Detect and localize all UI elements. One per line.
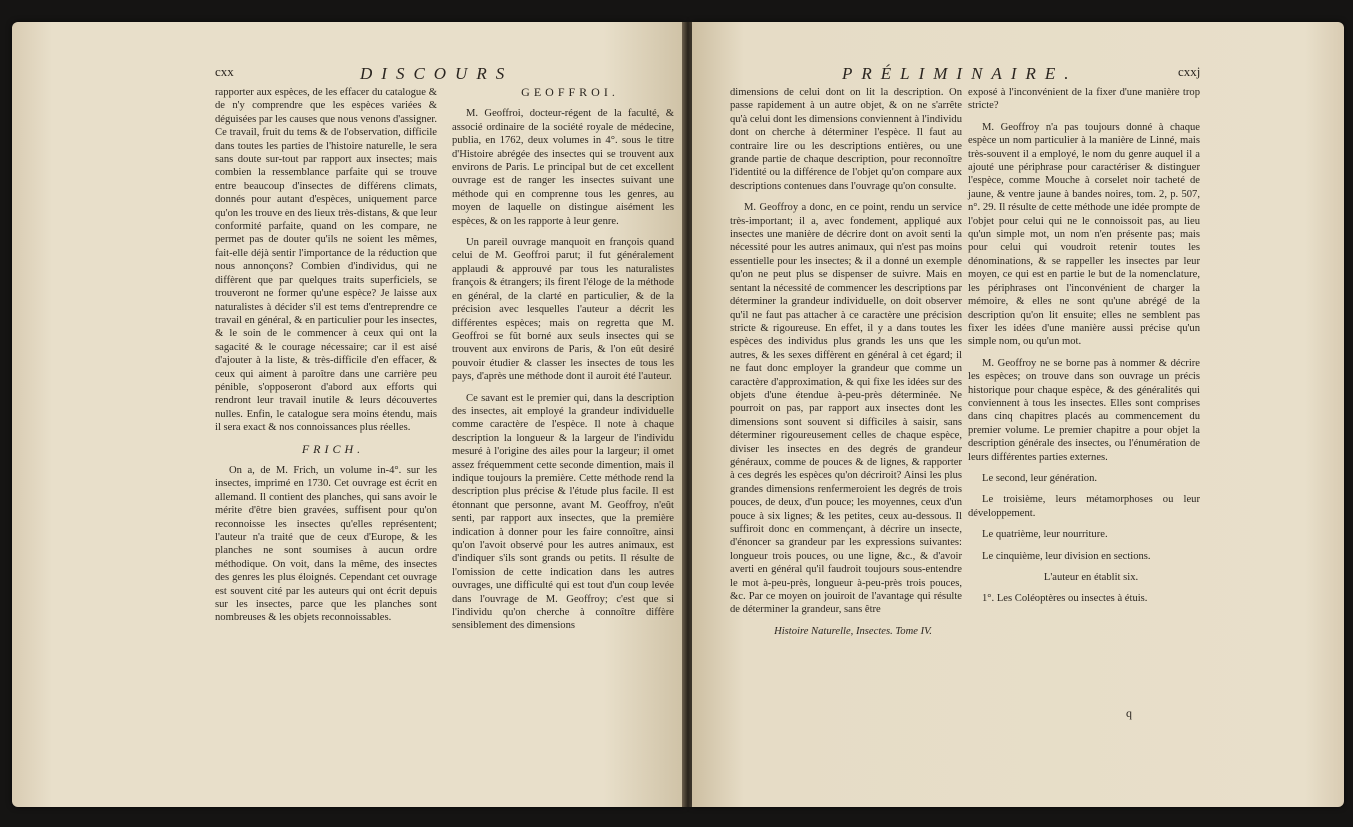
section-heading-frich: FRICH.: [301, 441, 365, 456]
left-page-number: cxx: [215, 64, 234, 79]
paragraph: exposé à l'inconvénient de la fixer d'une manière trop stricte?: [968, 87, 1200, 112]
right-column-2: [968, 86, 1200, 614]
left-column-1: [215, 86, 437, 633]
right-running-head: PRÉLIMINAIRE.: [842, 64, 1078, 83]
section-heading-geoffroi: GEOFFROI.: [521, 85, 619, 99]
chapter-item: Le cinquième, leur division en sections.: [982, 550, 1151, 562]
paragraph: rapporter aux espèces, de les effacer du catalogue & de n'y comprendre que les espèces variées & déguisées par les causes que nous venons d'assigner. Ce travail, fruit du tems & de l'observation, difficile dans toutes les parties de l'histoire naturelle, le sera sans doute sur-tout par rapport aux insectes; mais combien la ressemblance parfaite qui se trouve entre beaucoup d'insectes de différens climats, donnés pour autant d'espèces, uniquement parce qu'on les trouve en des lieux très-distans, & que leur conformité parfaite, quand on les compare, ne permet pas de douter qu'ils ne soient les mêmes, fait-elle déjà sentir l'importance de la réduction que nous annonçons? Combien d'individus, qui ne diffèrent que par quelques traits superficiels, se trouveront ne former qu'une espèce? Je laisse aux naturalistes à décider s'il est tems d'entreprendre ce travail en général, & en particulier pour les insectes, & le soin de le commencer à ceux qui ont la sagacité & le courage nécessaire; car il est aisé d'ajouter à la liste, & très-difficile d'en effacer, & ceux qui aiment à paroître dans une carrière peu pénible, s'opposeront d'abord aux efforts qui rendront leur travail inutile & leurs découvertes nulles. Enfin, le catalogue sera moins étendu, mais il sera exact & nos connoissances plus réelles.: [215, 87, 437, 434]
chapter-item: Le troisième, leurs métamorphoses ou leur développement.: [968, 494, 1200, 519]
page-footer: Histoire Naturelle, Insectes. Tome IV.: [774, 625, 932, 637]
chapter-item: Le second, leur génération.: [982, 472, 1098, 484]
right-page-number: cxxj: [1178, 64, 1201, 79]
paragraph: Un pareil ouvrage manquoit en françois quand celui de M. Geoffroi parut; il fut généralement applaudi & approuvé par tous les naturalistes françois & étrangers; ils firent l'éloge de la méthode en général, de la clarté en particulier, & de la précision avec lesquelles l'auteur a décrit les différentes espèces; mais on regretta que M. Geoffroi se fût borné aux seuls insectes qui se trouvent aux environs de Paris, & l'on eût desiré pouvoir étudier & classer les insectes de tous les pays, d'après une méthode dont il auroit été l'auteur.: [452, 237, 674, 383]
paragraph: M. Geoffroy ne se borne pas à nommer & décrire les espèces; on trouve dans son ouvrage un précis historique pour chaque espèce, & des généralités qui conviennent à tous les insectes. Elles sont comprises dans cinq chapitres placés au commencement du premier volume. Le premier chapitre a pour objet la description générale des insectes, ou l'énumération de leurs différentes parties externes.: [968, 357, 1200, 463]
paragraph: L'auteur en établit six.: [1043, 572, 1139, 583]
paragraph: dimensions de celui dont on lit la description. On passe rapidement à un autre objet, & on ne s'arrête qu'à celui dont les dimensions conviennent à l'individu dont on cherche à déterminer l'espèce. Il faut au contraire lire ou les descriptions entières, ou une grande partie de chaque description, pour reconnoître l'identité ou la différence de l'objet qu'on compare aux descriptions contenues dans l'ouvrage qu'on consulte.: [730, 87, 962, 192]
right-column-1: [730, 86, 962, 646]
paragraph: M. Geoffroy n'a pas toujours donné à chaque espèce un nom particulier à la manière de Linné, mais très-souvent il a employé, le nom du genre auquel il a ajouté une périphrase pour caractériser & distinguer l'espèce, comme Mouche à corselet noir tacheté de jaune, & ventre jaune à bandes noires, tom. 2, p. 507, n°. 29. Il résulte de cette méthode une idée prompte de l'objet pour celui qui ne le connoissoit pas, au lieu qu'un simple mot, un nom n'en présente pas; mais pour celui qui voudroit retenir toutes les dénominations, & se rappeller les insectes par leur moyen, ce qui est en partie le but de la nomenclature, les périphrases ont l'inconvénient de charger la mémoire, & elles ne sont qu'une abrégé de la description qu'on lit ensuite; elles ne semblent pas fixer les idées d'une manière aussi précise qu'un simple nom, ou qu'un mot.: [968, 121, 1200, 348]
paragraph: On a, de M. Frich, un volume in-4°. sur les insectes, imprimé en 1730. Cet ouvrage est écrit en allemand. Il contient des planches, qui sans avoir le mérite d'être bien gravées, suffisent pour qu'on reconnoisse les insectes qu'elles représentent; l'auteur n'a traité que de ceux d'Europe, & les planches ne sont soumises à aucun ordre méthodique. On voit, dans la même, des insectes des genres les plus éloignés. Cependant cet ouvrage est souvent cité par les auteurs qui ont écrit depuis sur les insectes, parce que les planches sont nombreuses & les objets reconnoissables.: [215, 464, 437, 624]
paragraph: 1°. Les Coléoptères ou insectes à étuis.: [982, 593, 1148, 605]
left-column-2: [452, 86, 674, 641]
signature-mark: q: [1126, 706, 1132, 720]
chapter-item: Le quatrième, leur nourriture.: [982, 529, 1108, 541]
left-running-head: DISCOURS: [360, 64, 514, 83]
paragraph: M. Geoffroi, docteur-régent de la faculté, & associé ordinaire de la société royale de médecine, publia, en 1762, deux volumes in 4°. sous le titre d'Histoire abrégée des insectes qui se trouvent aux environs de Paris. Le principal but de cet excellent ouvrage est de ranger les insectes suivant une méthode qui en comprenne tous les genres, au moyen de laquelle on distingue aisément les espèces, & on les rapporte à leur genre.: [452, 108, 674, 227]
paragraph: M. Geoffroy a donc, en ce point, rendu un service très-important; il a, avec fondement, appliqué aux insectes une manière de décrire dont on avoit senti la nécessité pour les autres animaux, qui n'est pas moins essentielle pour les insectes; & il a donné un exemple qu'on ne peut plus se dispenser de suivre. Mais en sentant la nécessité de commencer les descriptions par déterminer la grandeur individuelle, on doit observer qu'il ne faut pas attacher à ce caractère une précision stricte & rigoureuse. En effet, il y a dans toutes les espèces des individus plus grands les uns que les autres, & les sexes diffèrent en général à cet égard; il ne faut donc employer la grandeur que comme un caractère d'approximation, & qui fixe les idées sur des objets d'une étendue à-peu-près déterminée. Ne pourroit on pas, par rapport aux insectes dont les dimensions sont souvent si difficiles à saisir, sans déterminer rigoureusement celles de chaque espèce, diviser les insectes en des degrés de grandeur généraux, comme de pouces & de lignes, & rapporter à ces degrés les espèces qu'on décriroit? Ainsi les plus grandes dimensions renfermeroient les degrés de trois pouces, de deux, d'un pouce; les moyennes, ceux d'un pouce à six lignes; & les petites, ceux au-dessous. Il suffiroit donc en commençant, à décrire un insecte, d'énoncer sa grandeur par les expressions suivantes: longueur trois pouces, ou une ligne, &c., & d'avoir averti en général qu'il faudroit toujours sous-entendre le mot à-peu-près, longueur à-peu-près trois pouces, &c. Par ce moyen on jouiroit de l'avantage qui résulte de déterminer la grandeur, sans être: [730, 202, 962, 616]
paragraph: Ce savant est le premier qui, dans la description des insectes, ait employé la grandeur individuelle comme caractère de l'espèce. Il note à chaque description la longueur & la largeur de l'individu mesuré à l'origine des ailes pour la largeur; il omet assez fréquemment cette seconde dimention, mais il indique toujours la première. Cette méthode rend la description plus précise & l'étude plus facile. Il est étonnant que personne, avant M. Geoffroy, n'eût senti, par rapport aux insectes, que la première indication à donner pour les faire connoître, ainsi qu'on l'avoit observé pour les autres animaux, est d'indiquer s'ils sont grands ou petits. Il résulte de l'omission de cette indication dans les autres ouvrages, une difficulté qui est tout d'un coup levée dans l'ouvrage de M. Geoffroy; c'est que si l'individu qu'on cherche à connoître diffère sensiblement des dimensions: [452, 392, 674, 632]
